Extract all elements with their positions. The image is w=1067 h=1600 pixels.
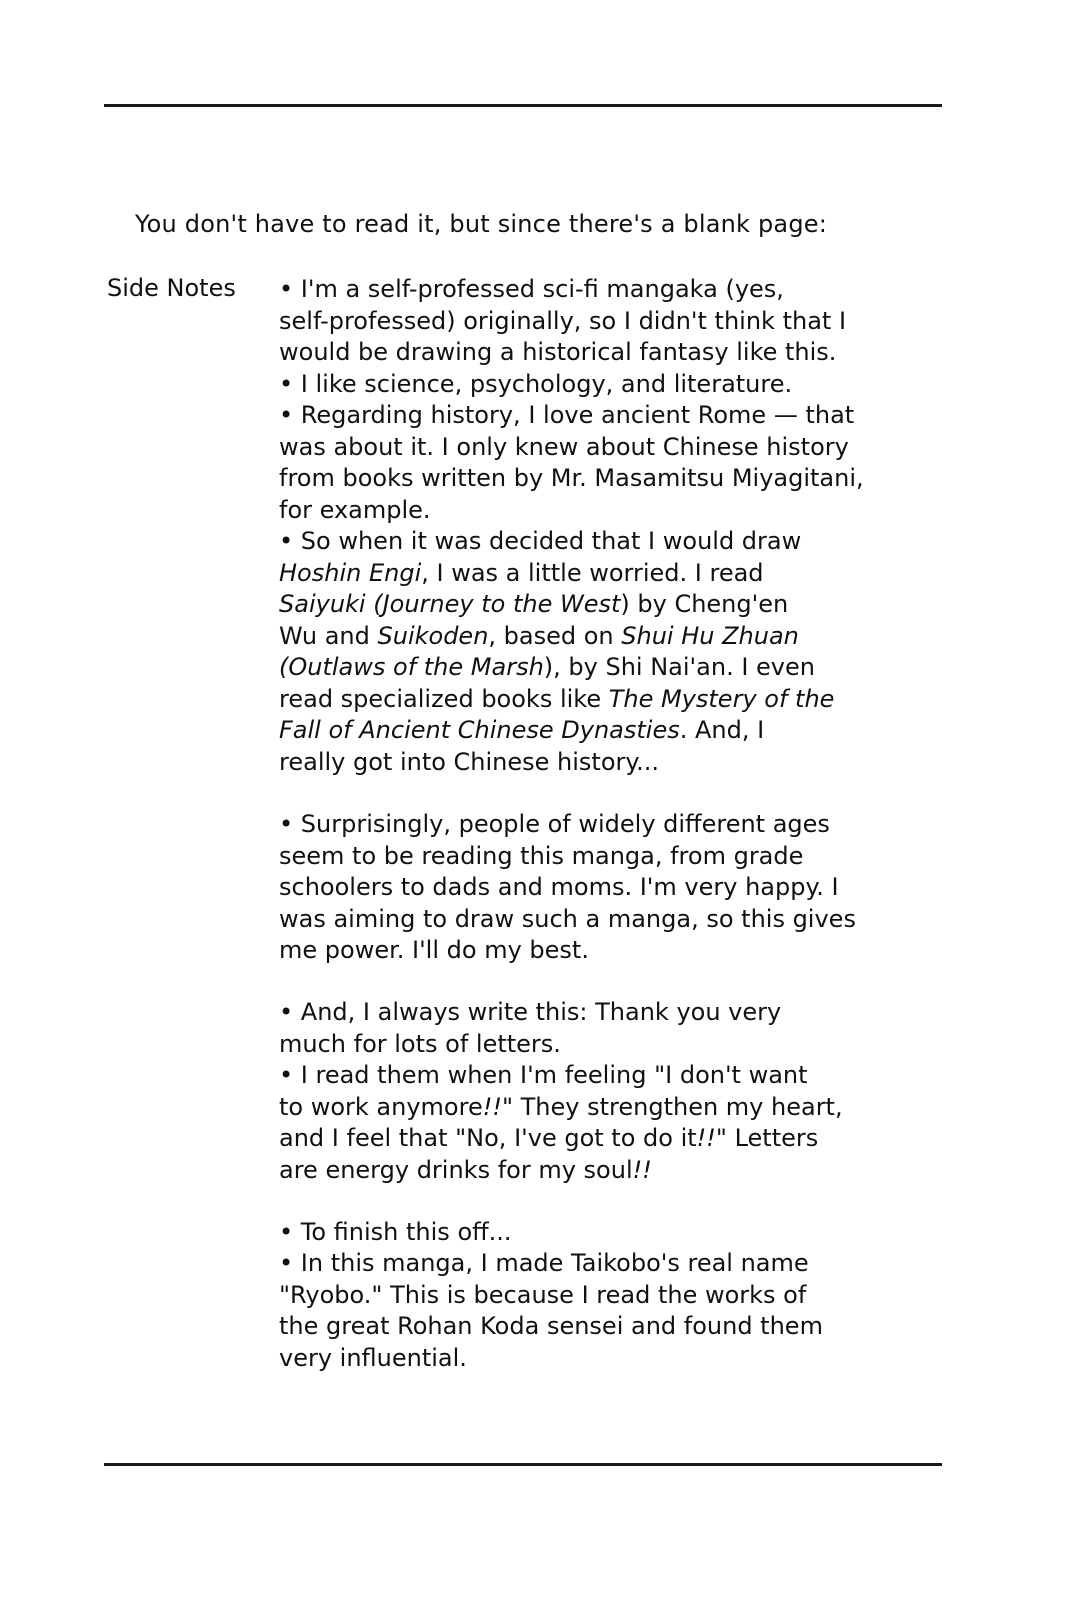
note-line: really got into Chinese history... (279, 748, 660, 776)
note-line: • I like science, psychology, and literature. (279, 370, 793, 398)
note-line: and I feel that "No, I've got to do it!!" Letters (279, 1124, 819, 1152)
book-title: Suikoden (377, 622, 489, 650)
book-title: The Mystery of the (608, 685, 835, 713)
note-line: schoolers to dads and moms. I'm very happy. I (279, 873, 839, 901)
note-line: would be drawing a historical fantasy like this. (279, 338, 837, 366)
note-line: Wu and Suikoden, based on Shui Hu Zhuan (279, 622, 799, 650)
note-line: was aiming to draw such a manga, so this gives (279, 905, 856, 933)
book-title: Fall of Ancient Chinese Dynasties (279, 716, 680, 744)
emphasis: !! (696, 1124, 716, 1152)
note-line: • I read them when I'm feeling "I don't want (279, 1061, 808, 1089)
note-line: much for lots of letters. (279, 1030, 561, 1058)
book-title: Hoshin Engi (279, 559, 422, 587)
note-line: to work anymore!!" They strengthen my heart, (279, 1093, 843, 1121)
note-line: • I'm a self-professed sci-fi mangaka (yes, (279, 275, 784, 303)
note-line: • So when it was decided that I would draw (279, 527, 802, 555)
note-line: • To finish this off... (279, 1218, 512, 1246)
note-line: • And, I always write this: Thank you very (279, 998, 782, 1026)
note-line: very influential. (279, 1344, 467, 1372)
note-line: (Outlaws of the Marsh), by Shi Nai'an. I even (279, 653, 815, 681)
note-line: from books written by Mr. Masamitsu Miyagitani, (279, 464, 864, 492)
book-title: Shui Hu Zhuan (621, 622, 799, 650)
note-line: • Regarding history, I love ancient Rome — that (279, 401, 855, 429)
note-line: are energy drinks for my soul!! (279, 1156, 652, 1184)
note-line: was about it. I only knew about Chinese history (279, 433, 849, 461)
book-title: Saiyuki (Journey to the West (279, 590, 621, 618)
note-line: Fall of Ancient Chinese Dynasties. And, I (279, 716, 765, 744)
note-line: me power. I'll do my best. (279, 936, 589, 964)
side-notes-label: Side Notes (107, 274, 236, 302)
note-line: Hoshin Engi, I was a little worried. I read (279, 559, 764, 587)
note-line: read specialized books like The Mystery of the (279, 685, 835, 713)
book-title: (Outlaws of the Marsh (279, 653, 544, 681)
note-line: self-professed) originally, so I didn't think that I (279, 307, 847, 335)
note-line: • In this manga, I made Taikobo's real name (279, 1249, 809, 1277)
note-line: Saiyuki (Journey to the West) by Cheng'en (279, 590, 789, 618)
bottom-rule (104, 1463, 942, 1466)
note-line: "Ryobo." This is because I read the works of (279, 1281, 807, 1309)
note-line: for example. (279, 496, 431, 524)
note-line: • Surprisingly, people of widely different ages (279, 810, 830, 838)
top-rule (104, 104, 942, 107)
emphasis: !! (482, 1093, 502, 1121)
note-line: the great Rohan Koda sensei and found them (279, 1312, 823, 1340)
emphasis: !! (632, 1156, 652, 1184)
note-line: seem to be reading this manga, from grade (279, 842, 804, 870)
intro-line: You don't have to read it, but since there's a blank page: (135, 210, 828, 238)
